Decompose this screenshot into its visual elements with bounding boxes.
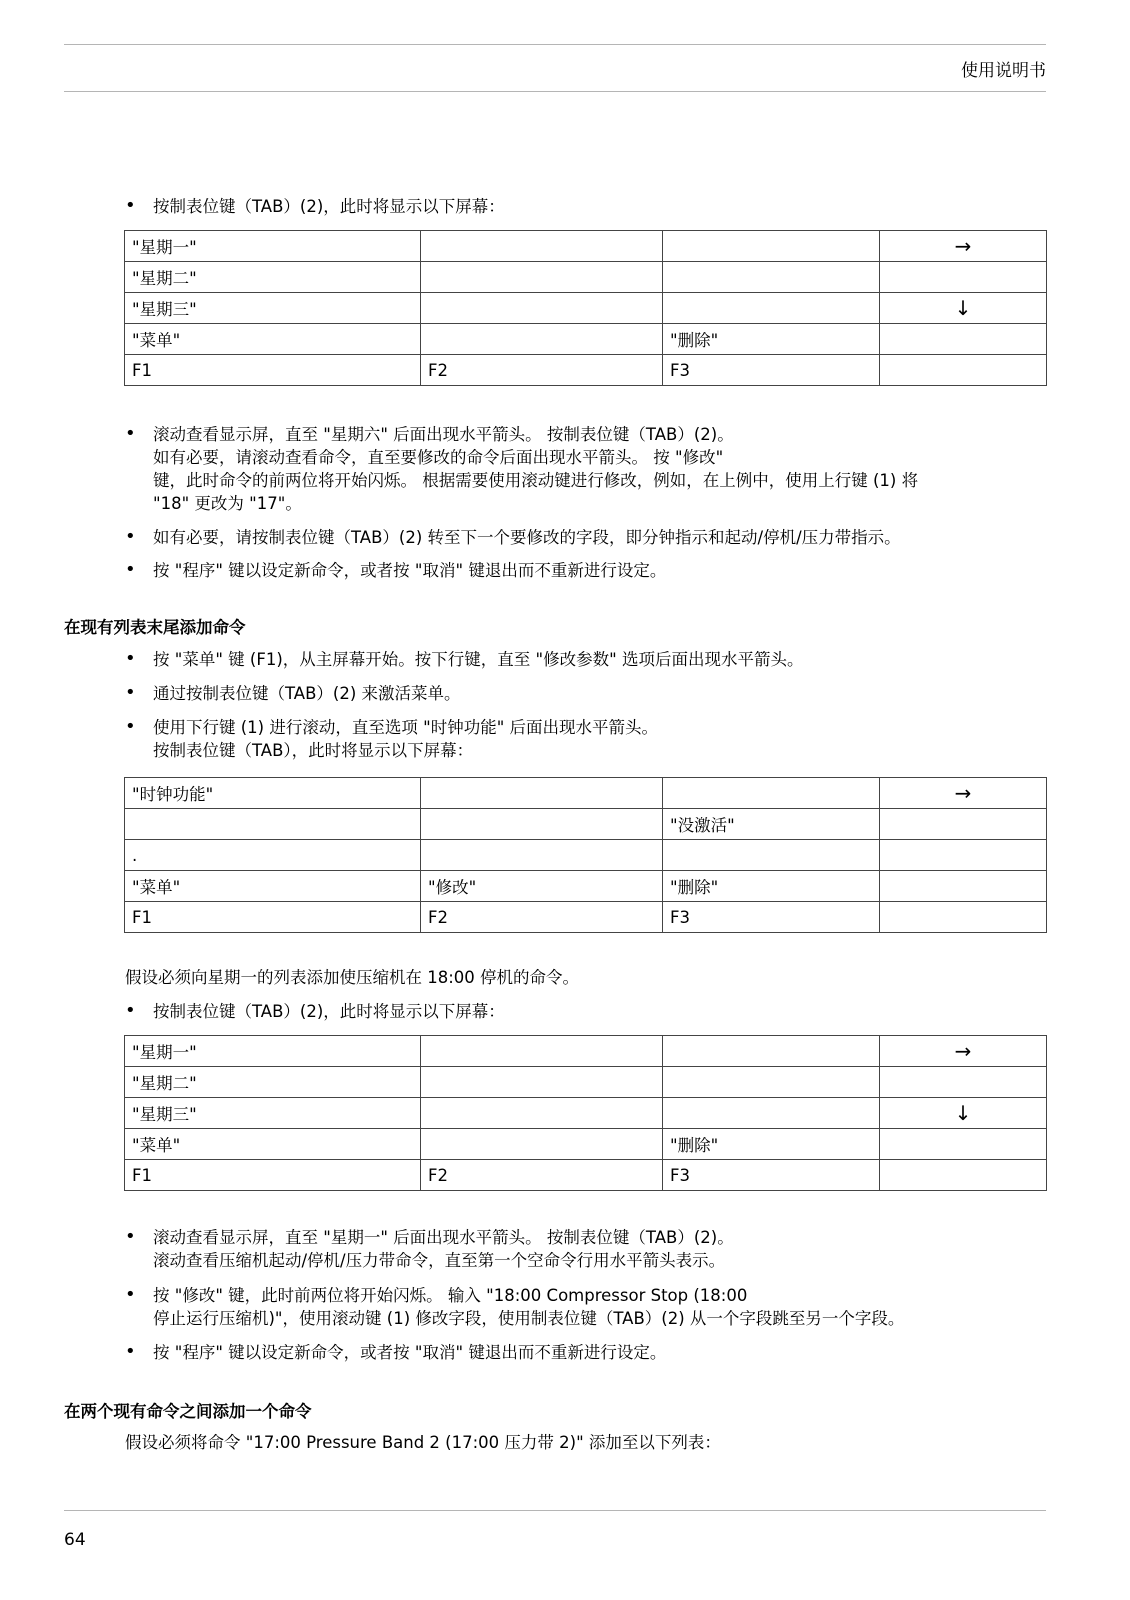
screen-table-weekdays-2	[124, 1035, 1047, 1191]
table-cell: F1	[125, 902, 421, 933]
bullet-dot: •	[125, 559, 136, 580]
bullet-text: "18" 更改为 "17"。	[153, 494, 302, 513]
table-cell: "删除"	[663, 1129, 880, 1160]
bullet-dot: •	[125, 648, 136, 669]
bullet-text: 滚动查看显示屏，直至 "星期一" 后面出现水平箭头。 按制表位键（TAB）(2)。	[153, 1228, 734, 1247]
bullet-dot: •	[125, 526, 136, 547]
bullet-text: 如有必要，请滚动查看命令，直至要修改的命令后面出现水平箭头。 按 "修改"	[153, 448, 724, 467]
table-cell: "删除"	[663, 324, 880, 355]
table-cell: F2	[421, 902, 663, 933]
table-cell	[663, 1067, 880, 1098]
table-cell	[880, 262, 1047, 293]
bullet-dot: •	[125, 1341, 136, 1362]
table-cell	[663, 840, 880, 871]
bullet-dot: •	[125, 1000, 136, 1021]
table-cell	[663, 1098, 880, 1129]
table-cell: F1	[125, 1160, 421, 1191]
bullet-text: 按制表位键（TAB）(2)，此时将显示以下屏幕：	[153, 1002, 505, 1021]
table-cell: "星期二"	[125, 1067, 421, 1098]
table-cell	[421, 809, 663, 840]
right-arrow-icon: →	[880, 1036, 1047, 1067]
table-cell	[421, 840, 663, 871]
table-cell: "星期一"	[125, 1036, 421, 1067]
table-cell	[663, 293, 880, 324]
bullet-dot: •	[125, 195, 136, 216]
table-cell	[421, 778, 663, 809]
table-row	[125, 1160, 1047, 1191]
table-cell	[421, 1129, 663, 1160]
table-row	[125, 840, 1047, 871]
page-number: 64	[64, 1530, 86, 1550]
bullet-text: 按制表位键（TAB）(2)，此时将显示以下屏幕：	[153, 197, 505, 216]
bullet-text: 如有必要，请按制表位键（TAB）(2) 转至下一个要修改的字段，即分钟指示和起动/停机/压力带指示。	[153, 528, 901, 547]
table-cell	[880, 1129, 1047, 1160]
bullet-text: 滚动查看压缩机起动/停机/压力带命令，直至第一个空命令行用水平箭头表示。	[153, 1251, 726, 1270]
table-cell	[663, 1036, 880, 1067]
bullet-text: 按 "菜单" 键 (F1)，从主屏幕开始。按下行键，直至 "修改参数" 选项后面出现水平箭头。	[153, 650, 804, 669]
table-cell: F3	[663, 1160, 880, 1191]
table-row	[125, 1098, 1047, 1129]
table-cell: "星期二"	[125, 262, 421, 293]
bullet-dot: •	[125, 716, 136, 737]
screen-table-weekdays	[124, 230, 1047, 386]
table-cell: "时钟功能"	[125, 778, 421, 809]
table-cell: "修改"	[421, 871, 663, 902]
table-row	[125, 293, 1047, 324]
paragraph: 假设必须将命令 "17:00 Pressure Band 2 (17:00 压力带 2)" 添加至以下列表：	[125, 1433, 721, 1452]
table-cell: "菜单"	[125, 1129, 421, 1160]
table-cell: "删除"	[663, 871, 880, 902]
bullet-text: 滚动查看显示屏，直至 "星期六" 后面出现水平箭头。 按制表位键（TAB）(2)。	[153, 425, 734, 444]
table-cell	[421, 262, 663, 293]
table-cell: "菜单"	[125, 871, 421, 902]
table-cell: "菜单"	[125, 324, 421, 355]
table-cell: "星期一"	[125, 231, 421, 262]
bullet-text: 按 "修改" 键，此时前两位将开始闪烁。 输入 "18:00 Compressor Stop (18:00	[153, 1286, 748, 1305]
bullet-text: 按 "程序" 键以设定新命令，或者按 "取消" 键退出而不重新进行设定。	[153, 1343, 667, 1362]
table-row	[125, 902, 1047, 933]
table-cell: "星期三"	[125, 1098, 421, 1129]
table-cell	[421, 324, 663, 355]
table-row	[125, 778, 1047, 809]
right-arrow-icon: →	[880, 231, 1047, 262]
bullet-text: 键，此时命令的前两位将开始闪烁。 根据需要使用滚动键进行修改，例如，在上例中，使用上行键 (1) 将	[153, 471, 919, 490]
table-cell	[880, 809, 1047, 840]
section-heading: 在现有列表末尾添加命令	[64, 618, 246, 637]
table-cell	[880, 1067, 1047, 1098]
table-cell	[880, 840, 1047, 871]
bullet-text: 通过按制表位键（TAB）(2) 来激活菜单。	[153, 684, 461, 703]
table-cell	[880, 355, 1047, 386]
header-rule-top	[64, 44, 1046, 45]
table-row	[125, 231, 1047, 262]
screen-table-clock-function	[124, 777, 1047, 933]
table-cell: .	[125, 840, 421, 871]
footer-rule	[64, 1510, 1046, 1511]
table-cell	[880, 871, 1047, 902]
paragraph: 假设必须向星期一的列表添加使压缩机在 18:00 停机的命令。	[125, 968, 580, 987]
table-row	[125, 871, 1047, 902]
bullet-dot: •	[125, 1284, 136, 1305]
bullet-dot: •	[125, 423, 136, 444]
table-row	[125, 262, 1047, 293]
table-cell: "没激活"	[663, 809, 880, 840]
bullet-dot: •	[125, 1226, 136, 1247]
header-title: 使用说明书	[961, 61, 1046, 81]
table-cell	[663, 778, 880, 809]
table-cell	[880, 1160, 1047, 1191]
bullet-text: 按 "程序" 键以设定新命令，或者按 "取消" 键退出而不重新进行设定。	[153, 561, 667, 580]
table-cell: F1	[125, 355, 421, 386]
down-arrow-icon: ↓	[880, 1098, 1047, 1129]
down-arrow-icon: ↓	[880, 293, 1047, 324]
bullet-text: 按制表位键（TAB），此时将显示以下屏幕：	[153, 741, 474, 760]
table-cell	[125, 809, 421, 840]
table-cell	[421, 231, 663, 262]
table-cell	[663, 231, 880, 262]
table-row	[125, 355, 1047, 386]
table-cell	[880, 324, 1047, 355]
table-cell: F2	[421, 355, 663, 386]
table-cell: F3	[663, 902, 880, 933]
table-cell	[421, 1067, 663, 1098]
bullet-text: 停止运行压缩机)"，使用滚动键 (1) 修改字段，使用制表位键（TAB）(2) 从一个字段跳至另一个字段。	[153, 1309, 905, 1328]
table-cell	[880, 902, 1047, 933]
table-cell: F3	[663, 355, 880, 386]
table-cell	[663, 262, 880, 293]
header-rule-bottom	[64, 91, 1046, 92]
section-heading: 在两个现有命令之间添加一个命令	[64, 1402, 312, 1421]
table-cell: "星期三"	[125, 293, 421, 324]
table-row	[125, 1129, 1047, 1160]
table-cell	[421, 1036, 663, 1067]
table-row	[125, 1067, 1047, 1098]
table-row	[125, 324, 1047, 355]
bullet-text: 使用下行键 (1) 进行滚动，直至选项 "时钟功能" 后面出现水平箭头。	[153, 718, 659, 737]
table-row	[125, 809, 1047, 840]
table-cell: F2	[421, 1160, 663, 1191]
table-cell	[421, 1098, 663, 1129]
right-arrow-icon: →	[880, 778, 1047, 809]
table-cell	[421, 293, 663, 324]
table-row	[125, 1036, 1047, 1067]
bullet-dot: •	[125, 682, 136, 703]
